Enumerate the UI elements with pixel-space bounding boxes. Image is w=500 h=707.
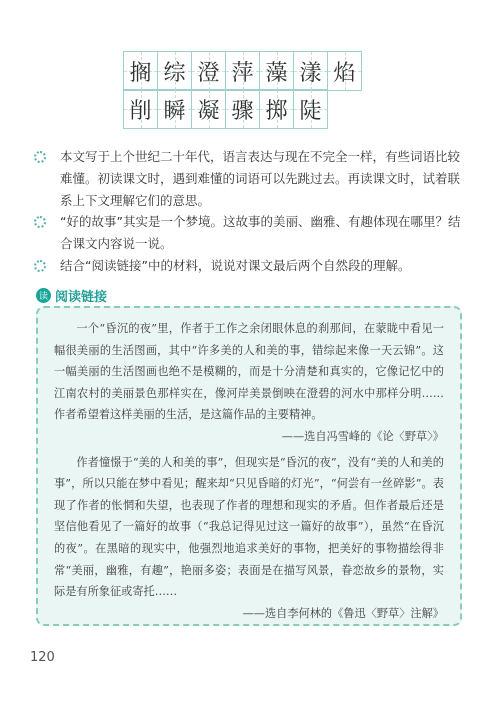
vocab-char: 瞬 [157, 89, 192, 129]
question-3 [34, 255, 464, 277]
question-text: 结合“阅读链接”中的材料，说说对课文最后两个自然段的理解。 [60, 258, 411, 273]
vocab-char: 焰 [327, 51, 362, 91]
vocab-char: 搁 [123, 51, 158, 91]
vocabulary-grid [124, 52, 362, 128]
reading-paragraph-2: 作者憧憬于“美的人和美的事”，但现实是“昏沉的夜”，没有“美的人和美的事”，所以只能在梦中看见；醒来却“只见昏暗的灯光”，“何尝有一丝碎影”。表现了作者的怅惘和失望，也表现了作者的理想和现实的矛盾。但作者最后还是坚信他看见了一篇好的故事（“我总记得见过这一篇好的故事”），虽然“在昏沉的夜”。在黑暗的现实中，他强烈地追求美好的事物，把美好的事物描绘得非常“美丽，幽雅，有趣”，艳丽多姿；表面是在描写风景，眷恋故乡的景物，实际是有所象征或寄托…… [54, 455, 444, 599]
vocab-char: 藻 [259, 51, 294, 91]
reading-link-header [36, 286, 107, 305]
reading-source-1: ——选自冯雪峰的《论〈野草〉》 [281, 429, 444, 443]
reading-source-2: ——选自李何林的《鲁迅〈野草〉注解》 [242, 606, 444, 620]
question-text: 本文写于上个世纪二十年代，语言表达与现在不完全一样，有些词语比较难懂。初读课文时，遇到难懂的词语可以先跳过去。再读课文时，试着联系上下文理解它们的意思。 [60, 149, 461, 208]
vocab-char: 骤 [225, 89, 260, 129]
vocabulary-row-1 [124, 52, 362, 90]
page-number: 120 [30, 650, 55, 665]
question-text: “好的故事”其实是一个梦境。这故事的美丽、幽雅、有趣体现在哪里？结合课文内容说一说。 [60, 214, 461, 251]
question-bullet-icon [34, 216, 46, 228]
vocab-char: 凝 [191, 89, 226, 129]
vocab-char: 综 [157, 51, 192, 91]
question-bullet-icon [34, 260, 46, 272]
reading-link-box [36, 306, 462, 626]
vocab-char: 萍 [225, 51, 260, 91]
question-2 [34, 211, 464, 255]
vocab-char: 掷 [259, 89, 294, 129]
vocab-char: 陡 [293, 89, 328, 129]
vocab-char: 漾 [293, 51, 328, 91]
question-1 [34, 146, 464, 212]
vocab-char: 澄 [191, 51, 226, 91]
question-bullet-icon [34, 151, 46, 163]
vocab-char: 削 [123, 89, 158, 129]
reading-paragraph-1: 一个“昏沉的夜”里，作者于工作之余闭眼休息的刹那间，在蒙眬中看见一幅很美丽的生活图画，其中“许多美的人和美的事，错综起来像一天云锦”。这一幅美丽的生活图画也绝不是模糊的，而是十分清楚和真实的，它像记忆中的江南农村的美丽景色那样实在，像河岸美景倒映在澄碧的河水中那样分明……作者希望着这样美丽的生活，是这篇作品的主要精神。 [54, 322, 444, 422]
reading-link-title: 阅读链接 [55, 290, 108, 305]
book-icon: 读 [36, 288, 51, 303]
vocabulary-row-2 [124, 90, 362, 128]
